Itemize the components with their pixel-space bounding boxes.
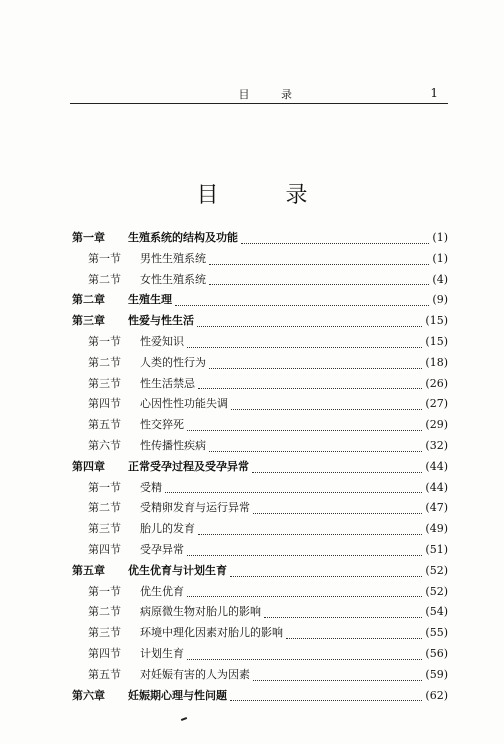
entry-number: 第四节 <box>88 397 121 411</box>
dot-leader <box>187 547 422 556</box>
entry-number: 第二节 <box>88 355 121 369</box>
toc-section-entry <box>72 540 448 561</box>
toc-section-entry <box>72 353 448 374</box>
entry-title: 男性生殖系统 <box>140 251 206 265</box>
toc-section-entry <box>72 519 448 540</box>
dot-leader <box>198 380 422 389</box>
entry-page: (27) <box>425 397 448 411</box>
entry-number: 第六章 <box>72 688 105 702</box>
entry-title: 环境中理化因素对胎儿的影响 <box>140 626 283 640</box>
dot-leader <box>253 505 422 514</box>
toc-chapter-entry <box>72 290 448 311</box>
toc-section-entry <box>72 332 448 353</box>
entry-page: (15) <box>425 314 448 328</box>
toc-section-entry <box>72 478 448 499</box>
toc-section-entry <box>72 249 448 270</box>
entry-title: 受孕异常 <box>140 542 184 556</box>
table-of-contents <box>72 228 448 706</box>
entry-page: (44) <box>425 459 448 473</box>
entry-page: (47) <box>425 501 448 515</box>
entry-title: 病原微生物对胎儿的影响 <box>140 605 261 619</box>
entry-title: 对妊娠有害的人为因素 <box>140 667 250 681</box>
entry-title: 受精 <box>140 480 162 494</box>
dot-leader <box>198 526 422 535</box>
entry-number: 第二章 <box>72 293 105 307</box>
dot-leader <box>197 318 422 327</box>
toc-chapter-entry <box>72 228 448 249</box>
toc-section-entry <box>72 270 448 291</box>
ink-mark <box>181 717 187 721</box>
entry-page: (4) <box>432 272 448 286</box>
dot-leader <box>187 339 422 348</box>
dot-leader <box>165 484 422 493</box>
toc-section-entry <box>72 374 448 395</box>
toc-chapter-entry <box>72 686 448 707</box>
entry-title: 心因性性功能失调 <box>140 397 228 411</box>
entry-number: 第五节 <box>88 418 121 432</box>
entry-title: 优生优育 <box>140 584 184 598</box>
entry-title: 计划生育 <box>140 646 184 660</box>
entry-number: 第六节 <box>88 438 121 452</box>
entry-number: 第四节 <box>88 646 121 660</box>
entry-title: 人类的性行为 <box>140 355 206 369</box>
entry-number: 第一节 <box>88 584 121 598</box>
dot-leader <box>264 609 422 618</box>
entry-page: (29) <box>425 418 448 432</box>
toc-section-entry <box>72 623 448 644</box>
entry-page: (15) <box>425 334 448 348</box>
dot-leader <box>209 443 422 452</box>
toc-section-entry <box>72 436 448 457</box>
toc-section-entry <box>72 415 448 436</box>
entry-title: 妊娠期心理与性问题 <box>128 688 227 702</box>
entry-number: 第三节 <box>88 626 121 640</box>
entry-page: (49) <box>425 522 448 536</box>
entry-page: (59) <box>425 667 448 681</box>
toc-chapter-entry <box>72 311 448 332</box>
entry-page: (51) <box>425 542 448 556</box>
entry-page: (56) <box>425 646 448 660</box>
entry-number: 第三节 <box>88 376 121 390</box>
entry-page: (52) <box>425 584 448 598</box>
entry-number: 第五章 <box>72 563 105 577</box>
entry-title: 性生活禁忌 <box>140 376 195 390</box>
toc-section-entry <box>72 665 448 686</box>
entry-title: 女性生殖系统 <box>140 272 206 286</box>
entry-title: 性爱知识 <box>140 334 184 348</box>
entry-number: 第二节 <box>88 272 121 286</box>
entry-page: (18) <box>425 355 448 369</box>
dot-leader <box>209 256 429 265</box>
entry-page: (26) <box>425 376 448 390</box>
entry-number: 第一章 <box>72 231 105 244</box>
toc-section-entry <box>72 498 448 519</box>
toc-section-entry <box>72 644 448 665</box>
dot-leader <box>286 630 422 639</box>
entry-title: 优生优育与计划生育 <box>128 563 227 577</box>
dot-leader <box>252 464 422 473</box>
entry-number: 第一节 <box>88 334 121 348</box>
entry-page: (62) <box>425 688 448 702</box>
entry-page: (52) <box>425 563 448 577</box>
header-rule <box>70 103 448 104</box>
dot-leader <box>230 568 422 577</box>
dot-leader <box>230 692 422 701</box>
entry-page: (9) <box>432 293 448 307</box>
dot-leader <box>187 588 422 597</box>
toc-title: 目 录 <box>196 183 338 208</box>
dot-leader <box>187 422 422 431</box>
header-page-number: 1 <box>430 86 438 100</box>
dot-leader <box>231 401 422 410</box>
entry-page: (1) <box>432 231 448 244</box>
entry-title: 受精卵发育与运行异常 <box>140 501 250 515</box>
toc-chapter-entry <box>72 457 448 478</box>
entry-page: (54) <box>425 605 448 619</box>
entry-number: 第三章 <box>72 314 105 328</box>
dot-leader <box>209 360 422 369</box>
entry-title: 正常受孕过程及受孕异常 <box>128 459 249 473</box>
entry-number: 第一节 <box>88 480 121 494</box>
dot-leader <box>187 651 422 660</box>
dot-leader <box>175 297 429 306</box>
entry-page: (32) <box>425 438 448 452</box>
entry-title: 胎儿的发育 <box>140 522 195 536</box>
entry-number: 第二节 <box>88 605 121 619</box>
dot-leader <box>209 276 429 285</box>
header-title: 目 录 <box>238 88 306 101</box>
toc-section-entry <box>72 602 448 623</box>
entry-title: 性交猝死 <box>140 418 184 432</box>
entry-number: 第三节 <box>88 522 121 536</box>
toc-section-entry <box>72 394 448 415</box>
entry-number: 第二节 <box>88 501 121 515</box>
entry-page: (1) <box>432 251 448 265</box>
entry-page: (55) <box>425 626 448 640</box>
entry-number: 第四章 <box>72 459 105 473</box>
toc-section-entry <box>72 582 448 603</box>
entry-number: 第一节 <box>88 251 121 265</box>
entry-title: 生殖系统的结构及功能 <box>128 231 238 244</box>
dot-leader <box>253 672 422 681</box>
entry-title: 性传播性疾病 <box>140 438 206 452</box>
entry-number: 第五节 <box>88 667 121 681</box>
entry-page: (44) <box>425 480 448 494</box>
entry-title: 性爱与性生活 <box>128 314 194 328</box>
entry-title: 生殖生理 <box>128 293 172 307</box>
running-header <box>70 86 448 106</box>
toc-chapter-entry <box>72 561 448 582</box>
entry-number: 第四节 <box>88 542 121 556</box>
dot-leader <box>241 235 429 244</box>
